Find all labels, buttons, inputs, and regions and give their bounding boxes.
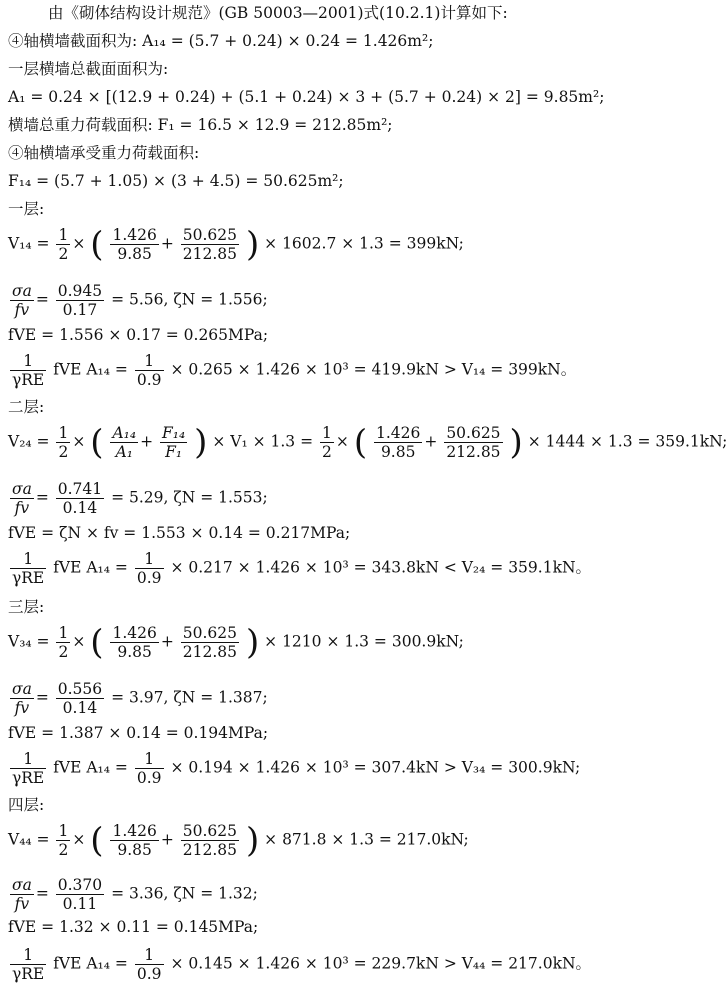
shear-lhs: V₄₄ = — [8, 830, 55, 849]
capacity-mid: fVE A₁₄ = — [53, 360, 128, 379]
stress-symbol-fraction: $\frac{\sigma a}{fv}$ — [12, 480, 32, 517]
gamma-fraction: $\frac{1}{\text{γRE}}$ — [12, 352, 45, 389]
floor-1-fve: fVE = 1.556 × 0.17 = 0.265MPa; — [8, 326, 269, 344]
area-line-2: 一层横墙总截面面积为: — [8, 60, 169, 78]
floor-2-title: 二层: — [8, 398, 45, 416]
shear-lhs: V₁₄ = — [8, 234, 55, 253]
area-line-6: F₁₄ = (5.7 + 1.05) × (3 + 4.5) = 50.625m²; — [8, 172, 344, 190]
half-fraction: $\frac{1}{2}$ — [58, 624, 69, 661]
load-ratio-fraction: $\frac{50.625}{212.85}$ — [182, 624, 238, 661]
area-ratio-fraction: $\frac{1.426}{9.85}$ — [112, 226, 157, 263]
capacity-mid: fVE A₁₄ = — [53, 758, 128, 777]
floor-4-title: 四层: — [8, 796, 45, 814]
capacity-mid: fVE A₁₄ = — [53, 954, 128, 973]
area-line-1: ④轴横墙截面积为: A₁₄ = (5.7 + 0.24) × 0.24 = 1.426m²; — [8, 32, 434, 50]
area-line-5: ④轴横墙承受重力荷载面积: — [8, 144, 200, 162]
capacity-fraction: $\frac{1}{0.9}$ — [136, 750, 162, 787]
stress-symbol-fraction: $\frac{\sigma a}{fv}$ — [12, 680, 32, 717]
floor-1-capacity — [8, 352, 576, 389]
floor-3-stress-ratio: $\frac{\sigma a}{fv}$ = $\frac{0.556}{0.14}$ = 3.97, ζN = 1.387; — [12, 680, 268, 717]
floor-1-title: 一层: — [8, 200, 45, 218]
half-fraction-2: $\frac{1}{2}$ — [322, 424, 332, 461]
capacity-tail: × 0.194 × 1.426 × 10³ = 307.4kN > V₃₄ = 300.9kN; — [170, 758, 581, 777]
area-line-3: A₁ = 0.24 × [(12.9 + 0.24) + (5.1 + 0.24) × 3 + (5.7 + 0.24) × 2] = 9.85m²; — [8, 88, 605, 106]
shear-tail: × 1602.7 × 1.3 = 399kN; — [264, 234, 464, 253]
floor-4-shear-eq: V₄₄ = $\frac{1}{2}$ × ( $\frac{1.426}{9.85}$ + $\frac{50.625}{212.85}$ ) × 871.8 × 1.3 = 217.0kN; — [8, 820, 469, 861]
capacity-tail: × 0.145 × 1.426 × 10³ = 229.7kN > V₄₄ = 217.0kN。 — [170, 954, 592, 973]
gamma-fraction: $\frac{1}{\text{γRE}}$ — [12, 946, 45, 983]
floor-1-shear-eq: V₁₄ = $\frac{1}{2}$ × ( $\frac{1.426}{9.85}$ + $\frac{50.625}{212.85}$ ) × 1602.7 × 1.3 = 399kN; — [8, 224, 464, 265]
floor-3-capacity — [8, 750, 580, 787]
stress-symbol-fraction: $\frac{\sigma a}{fv}$ — [12, 282, 32, 319]
load-ratio-fraction: $\frac{50.625}{212.85}$ — [182, 822, 238, 859]
half-fraction: $\frac{1}{2}$ — [58, 822, 69, 859]
stress-tail: = 5.56, ζN = 1.556; — [111, 290, 268, 309]
floor-2-stress-ratio: $\frac{\sigma a}{fv}$ = $\frac{0.741}{0.14}$ = 5.29, ζN = 1.553; — [12, 480, 268, 517]
capacity-tail: × 0.217 × 1.426 × 10³ = 343.8kN < V₂₄ = 359.1kN。 — [170, 558, 592, 577]
symbol-load-fraction: $\frac{\text{F₁₄}}{\text{F₁}}$ — [162, 424, 186, 461]
floor-2-capacity — [8, 550, 591, 587]
floor-3-shear-eq: V₃₄ = $\frac{1}{2}$ × ( $\frac{1.426}{9.85}$ + $\frac{50.625}{212.85}$ ) × 1210 × 1.3 = 300.9kN; — [8, 622, 464, 663]
stress-tail: = 3.97, ζN = 1.387; — [111, 688, 268, 707]
stress-value-fraction: $\frac{0.370}{0.11}$ — [57, 876, 103, 913]
capacity-tail: × 0.265 × 1.426 × 10³ = 419.9kN > V₁₄ = 399kN。 — [170, 360, 577, 379]
area-ratio-fraction: $\frac{1.426}{9.85}$ — [112, 624, 157, 661]
area-ratio-fraction: $\frac{1.426}{9.85}$ — [112, 822, 157, 859]
area-ratio-fraction: $\frac{1.426}{9.85}$ — [376, 424, 421, 461]
floor-4-fve: fVE = 1.32 × 0.11 = 0.145MPa; — [8, 918, 259, 936]
shear-lhs: V₃₄ = — [8, 632, 55, 651]
intro-line: 由《砌体结构设计规范》(GB 50003—2001)式(10.2.1)计算如下: — [48, 4, 508, 22]
symbol-tail: × V₁ × 1.3 = — [212, 432, 314, 451]
area-line-4: 横墙总重力荷载面积: F₁ = 16.5 × 12.9 = 212.85m²; — [8, 116, 393, 134]
shear-tail: × 1210 × 1.3 = 300.9kN; — [264, 632, 464, 651]
stress-tail: = 5.29, ζN = 1.553; — [111, 488, 268, 507]
gamma-fraction: $\frac{1}{\text{γRE}}$ — [12, 750, 45, 787]
shear-lhs: V₂₄ = — [8, 432, 55, 451]
half-fraction: $\frac{1}{2}$ — [58, 226, 69, 263]
floor-2-fve: fVE = ζN × fv = 1.553 × 0.14 = 0.217MPa; — [8, 524, 351, 542]
floor-4-stress-ratio: $\frac{\sigma a}{fv}$ = $\frac{0.370}{0.11}$ = 3.36, ζN = 1.32; — [12, 876, 258, 913]
stress-value-fraction: $\frac{0.945}{0.17}$ — [57, 282, 103, 319]
stress-symbol-fraction: $\frac{\sigma a}{fv}$ — [12, 876, 32, 913]
capacity-fraction: $\frac{1}{0.9}$ — [136, 946, 162, 983]
capacity-fraction: $\frac{1}{0.9}$ — [136, 550, 162, 587]
floor-4-capacity — [8, 946, 591, 983]
stress-value-fraction: $\frac{0.741}{0.14}$ — [57, 480, 103, 517]
floor-3-fve: fVE = 1.387 × 0.14 = 0.194MPa; — [8, 724, 269, 742]
symbol-area-fraction: $\frac{\text{A₁₄}}{\text{A₁}}$ — [112, 424, 137, 461]
load-ratio-fraction: $\frac{50.625}{212.85}$ — [446, 424, 501, 461]
load-ratio-fraction: $\frac{50.625}{212.85}$ — [182, 226, 238, 263]
capacity-mid: fVE A₁₄ = — [53, 558, 128, 577]
shear-tail: × 871.8 × 1.3 = 217.0kN; — [264, 830, 469, 849]
floor-1-stress-ratio: $\frac{\sigma a}{fv}$ = $\frac{0.945}{0.17}$ = 5.56, ζN = 1.556; — [12, 282, 268, 319]
floor-2-shear-eq: V₂₄ = $\frac{1}{2}$ × ( $\frac{\text{A₁₄}}{\text{A₁}}$ + $\frac{\text{F₁₄}}{\text{F₁}}$ ) × V₁ × 1.3 = $\frac{1}{2}$ × ( $\frac{1.426}{9.85}$ + $\frac{50.625}{212.85}$ ) × 1444 × 1.3 = 359.1kN; — [8, 422, 727, 463]
gamma-fraction: $\frac{1}{\text{γRE}}$ — [12, 550, 45, 587]
floor-3-title: 三层: — [8, 598, 45, 616]
half-fraction: $\frac{1}{2}$ — [58, 424, 69, 461]
capacity-fraction: $\frac{1}{0.9}$ — [136, 352, 162, 389]
stress-tail: = 3.36, ζN = 1.32; — [111, 884, 258, 903]
shear-tail: × 1444 × 1.3 = 359.1kN; — [527, 432, 727, 451]
stress-value-fraction: $\frac{0.556}{0.14}$ — [57, 680, 103, 717]
